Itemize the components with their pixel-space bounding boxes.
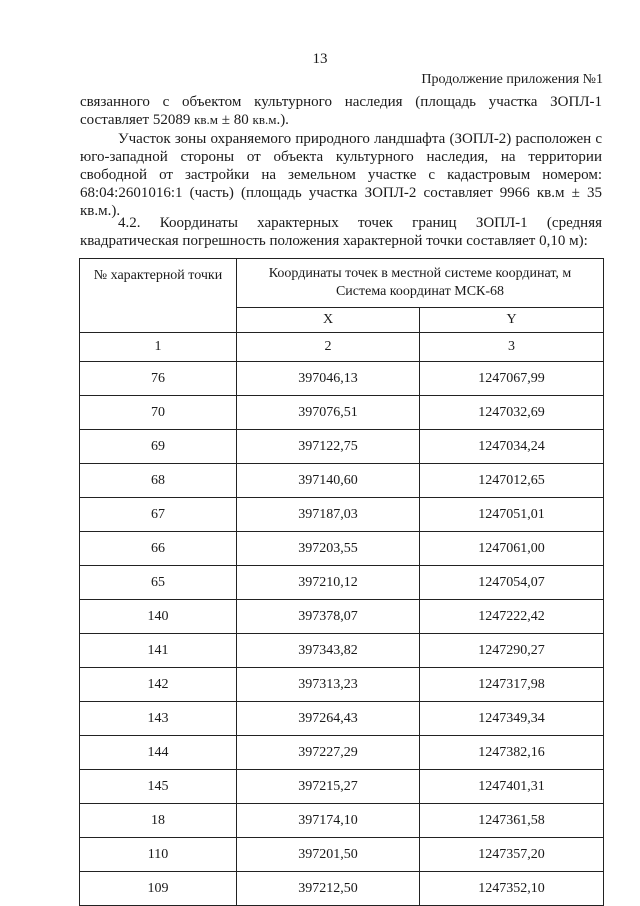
cell-point-number: 143: [80, 702, 237, 736]
table-row: [80, 498, 604, 532]
paragraph-zopl2: Участок зоны охраняемого природного ландшафта (ЗОПЛ-2) расположен с юго-западной стороны от объекта культурного наследия, на территории свободной от застройки на земельном участке с кадастровым номером: 68:04:2601016:1 (часть) (площадь участка ЗОПЛ-2 составляет 9966 кв.м ± 35 кв.м.).: [80, 131, 602, 219]
appendix-continuation-note: Продолжение приложения №1: [421, 72, 603, 87]
cell-point-number: 141: [80, 634, 237, 668]
cell-y: 1247357,20: [420, 838, 604, 872]
header-x: X: [237, 308, 420, 333]
cell-x: 397343,82: [237, 634, 420, 668]
table-row: [80, 804, 604, 838]
cell-x: 397187,03: [237, 498, 420, 532]
cell-x: 397227,29: [237, 736, 420, 770]
column-number-1: 1: [80, 333, 237, 362]
table-row: [80, 566, 604, 600]
cell-point-number: 18: [80, 804, 237, 838]
cell-y: 1247051,01: [420, 498, 604, 532]
cell-x: 397201,50: [237, 838, 420, 872]
cell-y: 1247382,16: [420, 736, 604, 770]
cell-point-number: 145: [80, 770, 237, 804]
table-row: [80, 736, 604, 770]
cell-y: 1247034,24: [420, 430, 604, 464]
cell-y: 1247317,98: [420, 668, 604, 702]
cell-point-number: 66: [80, 532, 237, 566]
cell-point-number: 76: [80, 362, 237, 396]
table-row: [80, 872, 604, 906]
paragraph-heritage-area: связанного с объектом культурного наследия (площадь участка ЗОПЛ-1 составляет 52089 кв.м ± 80 кв.м.).: [80, 94, 602, 128]
cell-x: 397264,43: [237, 702, 420, 736]
page-number: 13: [312, 51, 328, 67]
cell-x: 397215,27: [237, 770, 420, 804]
cell-x: 397212,50: [237, 872, 420, 906]
cell-y: 1247032,69: [420, 396, 604, 430]
cell-point-number: 67: [80, 498, 237, 532]
coordinates-table: [79, 258, 604, 906]
table-row: [80, 634, 604, 668]
cell-y: 1247067,99: [420, 362, 604, 396]
cell-point-number: 142: [80, 668, 237, 702]
table-row: [80, 362, 604, 396]
table-row: [80, 770, 604, 804]
table-row: [80, 838, 604, 872]
cell-x: 397210,12: [237, 566, 420, 600]
cell-x: 397203,55: [237, 532, 420, 566]
column-number-2: 2: [237, 333, 420, 362]
cell-point-number: 144: [80, 736, 237, 770]
header-y: Y: [420, 308, 604, 333]
cell-y: 1247361,58: [420, 804, 604, 838]
cell-x: 397378,07: [237, 600, 420, 634]
cell-y: 1247349,34: [420, 702, 604, 736]
cell-point-number: 70: [80, 396, 237, 430]
cell-y: 1247401,31: [420, 770, 604, 804]
column-number-3: 3: [420, 333, 604, 362]
paragraph-coordinates-intro: 4.2. Координаты характерных точек границ ЗОПЛ-1 (средняя квадратическая погрешность положения характерной точки составляет 0,10 м):: [80, 215, 602, 249]
table-row: [80, 464, 604, 498]
cell-x: 397174,10: [237, 804, 420, 838]
cell-y: 1247061,00: [420, 532, 604, 566]
cell-y: 1247290,27: [420, 634, 604, 668]
table-row: [80, 702, 604, 736]
cell-y: 1247222,42: [420, 600, 604, 634]
cell-x: 397046,13: [237, 362, 420, 396]
table-row: [80, 600, 604, 634]
cell-x: 397122,75: [237, 430, 420, 464]
cell-point-number: 140: [80, 600, 237, 634]
header-coordinates: Координаты точек в местной системе координат, м Система координат МСК-68: [237, 259, 604, 308]
cell-x: 397076,51: [237, 396, 420, 430]
table-row: [80, 396, 604, 430]
table-row: [80, 668, 604, 702]
cell-point-number: 68: [80, 464, 237, 498]
table-row: [80, 430, 604, 464]
table-row: [80, 532, 604, 566]
cell-y: 1247352,10: [420, 872, 604, 906]
cell-y: 1247054,07: [420, 566, 604, 600]
cell-x: 397313,23: [237, 668, 420, 702]
cell-point-number: 110: [80, 838, 237, 872]
header-point-number: № характерной точки: [80, 259, 237, 333]
cell-point-number: 65: [80, 566, 237, 600]
cell-y: 1247012,65: [420, 464, 604, 498]
cell-x: 397140,60: [237, 464, 420, 498]
cell-point-number: 69: [80, 430, 237, 464]
cell-point-number: 109: [80, 872, 237, 906]
